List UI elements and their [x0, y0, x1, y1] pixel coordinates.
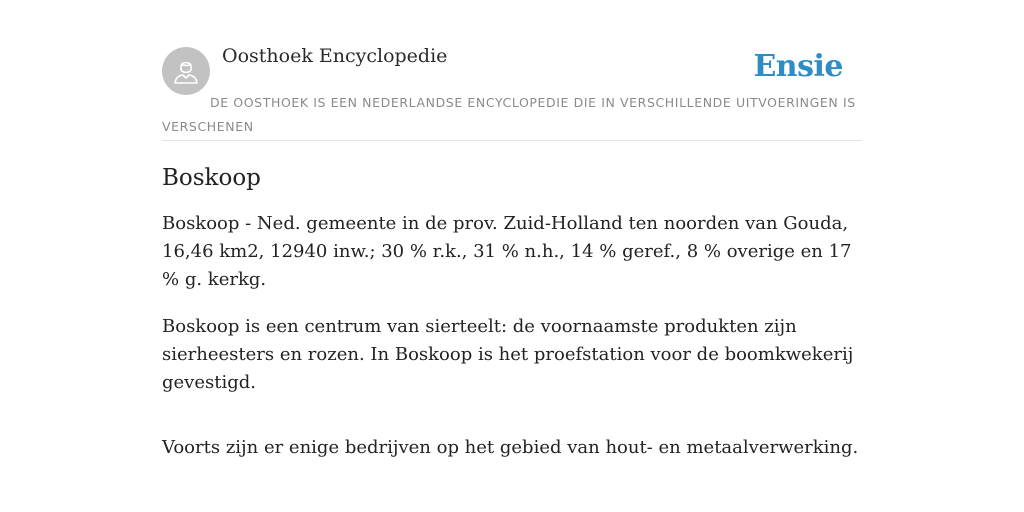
source-header: [162, 44, 862, 141]
article-paragraph-3: Voorts zijn er enige bedrijven op het gebied van hout- en metaalverwerking.: [162, 437, 859, 458]
article-paragraph-1: Boskoop - Ned. gemeente in de prov. Zuid-Holland ten noorden van Gouda, 16,46 km2, 12940 inw.; 30 % r.k., 31 % n.h., 14 % geref., 8 % overige en 17 % g. kerkg.: [162, 213, 852, 290]
user-silhouette-icon: [171, 56, 201, 86]
article-paragraph-2: Boskoop is een centrum van sierteelt: de voornaamste produkten zijn sierheesters en rozen. In Boskoop is het proefstation voor de boomkwekerij gevestigd.: [162, 316, 854, 393]
source-description: DE OOSTHOEK IS EEN NEDERLANDSE ENCYCLOPEDIE DIE IN VERSCHILLENDE UITVOERINGEN IS VERSCHENEN: [162, 95, 856, 134]
ensie-logo[interactable]: Ensie: [753, 49, 843, 84]
article-title: Boskoop: [162, 165, 261, 191]
avatar[interactable]: [162, 47, 210, 95]
article: [162, 161, 862, 481]
source-name[interactable]: Oosthoek Encyclopedie: [222, 45, 448, 67]
